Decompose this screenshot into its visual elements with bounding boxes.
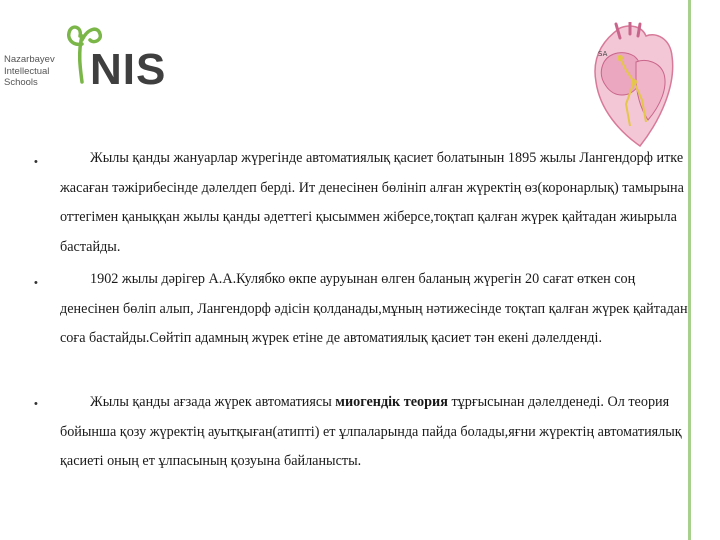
bullet-marker-2: • bbox=[34, 277, 38, 289]
logo-caption-line-1: Nazarbayev bbox=[4, 54, 55, 65]
nis-logo bbox=[4, 22, 167, 102]
logo-caption-line-3: Schools bbox=[4, 77, 38, 88]
bullet-paragraph-2 bbox=[60, 265, 690, 354]
bullet-marker-1: • bbox=[34, 156, 38, 168]
bullet-text-3a: Жылы қанды ағзада жүрек автоматиясы bbox=[90, 394, 336, 410]
bullet-text-1: Жылы қанды жануарлар жүрегінде автоматиялық қасиет болатынын 1895 жылы Лангендорф итке жасаған тәжірибесінде дәлелдеп берді. Ит денесінен бөлініп алған жүректің өз(коронарлық) тамырына оттегімен қаныққан жылы қанды әдеттегі қысыммен жіберсе,тоқтап қалған жүрек қайтадан жиырыла бастайды. bbox=[60, 150, 684, 255]
logo-caption bbox=[4, 54, 66, 89]
heart-conduction-icon bbox=[590, 22, 678, 150]
bullet-text-3b: тұрғысынан дәлелденеді. Ол теория бойынша қозу жүректің ауытқыған(атипті) ет ұлпаларында пайда болады,яғни жүректің автоматиялық қасиеті оның ет ұлпасының қозуына байланысты. bbox=[60, 394, 682, 469]
bullet-text-2: 1902 жылы дәрігер А.А.Кулябко өкпе ауруынан өлген баланың жүрегін 20 сағат өткен соң денесінен бөліп алып, Лангендорф әдісін қолданады,мұның нәтижесінде тоқтап қалған жүрек қайтадан соға бастайды.Сөйтіп адамның жүрек етіне де автоматиялық қасиет тән екені дәлелденді. bbox=[60, 271, 688, 346]
logo-wordmark: NIS bbox=[90, 45, 167, 94]
bullet-paragraph-3 bbox=[60, 388, 690, 477]
bullet-text-3-emphasis: миогендік теория bbox=[335, 394, 448, 410]
bullet-marker-3: • bbox=[34, 398, 38, 410]
logo-caption-line-2: Intellectual bbox=[4, 65, 50, 77]
bullet-paragraph-1 bbox=[60, 144, 690, 262]
heart-label-sa: SA bbox=[598, 50, 608, 58]
